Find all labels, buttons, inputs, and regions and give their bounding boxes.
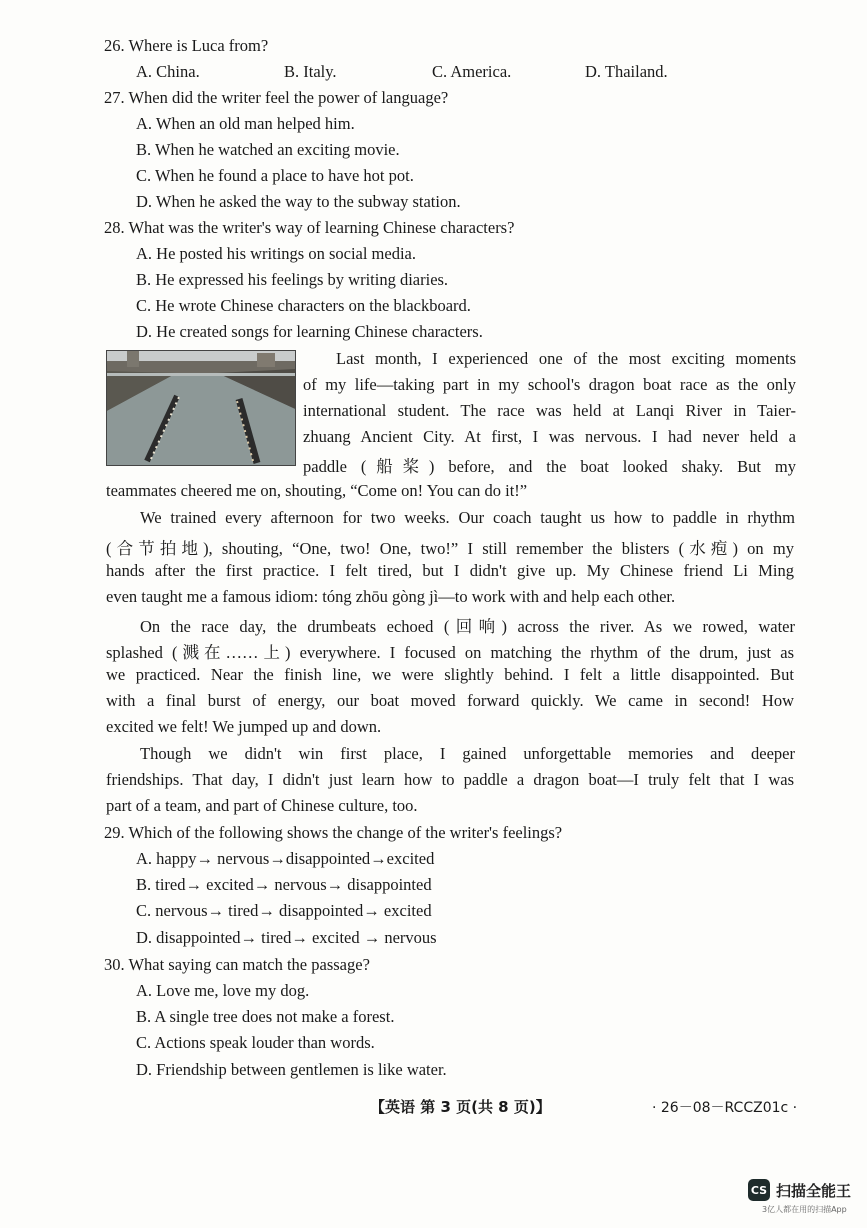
question-29-option-c: C. nervous→ tired→ disappointed→ excited <box>136 901 432 920</box>
passage-p3-line-4: with a final burst of energy, our boat moved forward quickly. We came in second! How <box>106 691 794 710</box>
question-30-option-c: C. Actions speak louder than words. <box>136 1033 375 1052</box>
page-number-label: 【英语 第 3 页(共 8 页)】 <box>370 1098 551 1116</box>
question-27-option-b: B. When he watched an exciting movie. <box>136 140 400 159</box>
passage-p4-line-2: friendships. That day, I didn't just learn how to paddle a dragon boat—I truly felt that I was <box>106 770 794 789</box>
question-30-option-d: D. Friendship between gentlemen is like water. <box>136 1060 447 1079</box>
question-28-option-b: B. He expressed his feelings by writing diaries. <box>136 270 449 289</box>
passage-p3-line-3: we practiced. Near the finish line, we were slightly behind. I felt a little disappointed. But <box>106 665 794 684</box>
passage-p2-line-3: hands after the first practice. I felt tired, but I didn't give up. My Chinese friend Li Ming <box>106 561 794 580</box>
question-28-option-c: C. He wrote Chinese characters on the blackboard. <box>136 296 471 315</box>
question-29-option-a: A. happy→ nervous→disappointed→excited <box>136 849 435 868</box>
passage-p1-line-5: paddle (船桨) before, and the boat looked shaky. But my <box>303 457 796 476</box>
question-27-option-d: D. When he asked the way to the subway station. <box>136 192 461 211</box>
scanner-watermark <box>748 1179 851 1201</box>
passage-p1-line-4: zhuang Ancient City. At first, I was nervous. I had never held a <box>303 427 796 446</box>
passage-p1-line-1: Last month, I experienced one of the most exciting moments <box>336 349 796 368</box>
passage-p3-line-1: On the race day, the drumbeats echoed (回响) across the river. As we rowed, water <box>140 617 795 636</box>
question-27-option-a: A. When an old man helped him. <box>136 114 355 133</box>
passage-p1-line-2: of my life—taking part in my school's dragon boat race as the only <box>303 375 796 394</box>
question-30-option-a: A. Love me, love my dog. <box>136 981 310 1000</box>
question-27-stem: 27. When did the writer feel the power of language? <box>104 88 449 107</box>
passage-p3-line-2: splashed (溅在……上) everywhere. I focused on matching the rhythm of the drum, just as <box>106 643 794 662</box>
passage-p1-line-3: international student. The race was held at Lanqi River in Taier- <box>303 401 796 420</box>
question-26-stem: 26. Where is Luca from? <box>104 36 269 55</box>
question-30-option-b: B. A single tree does not make a forest. <box>136 1007 395 1026</box>
question-27-option-c: C. When he found a place to have hot pot. <box>136 166 414 185</box>
passage-p2-line-2: (合节拍地), shouting, “One, two! One, two!” I still remember the blisters (水疱) on my <box>106 539 794 558</box>
passage-p4-line-3: part of a team, and part of Chinese culture, too. <box>106 796 418 815</box>
question-28-option-d: D. He created songs for learning Chinese characters. <box>136 322 483 341</box>
scanner-app-name: 扫描全能王 <box>776 1181 852 1200</box>
question-28-option-a: A. He posted his writings on social media. <box>136 244 417 263</box>
cs-logo-icon: CS <box>748 1179 770 1201</box>
scanner-tagline: 3亿人都在用的扫描App <box>762 1205 847 1214</box>
exam-code: · 26－08－RCCZ01c · <box>652 1100 798 1116</box>
passage-p2-line-1: We trained every afternoon for two weeks. Our coach taught us how to paddle in rhythm <box>140 508 795 527</box>
question-29-option-d: D. disappointed→ tired→ excited → nervous <box>136 928 437 947</box>
question-26-option-c: C. America. <box>432 62 512 81</box>
question-29-option-b: B. tired→ excited→ nervous→ disappointed <box>136 875 432 894</box>
question-26-option-b: B. Italy. <box>284 62 337 81</box>
passage-p1-line-6: teammates cheered me on, shouting, “Come on! You can do it!” <box>106 481 528 500</box>
question-30-stem: 30. What saying can match the passage? <box>104 955 370 974</box>
question-29-stem: 29. Which of the following shows the change of the writer's feelings? <box>104 823 563 842</box>
dragon-boat-photo <box>106 350 296 466</box>
passage-p4-line-1: Though we didn't win first place, I gained unforgettable memories and deeper <box>140 744 795 763</box>
question-26-option-a: A. China. <box>136 62 200 81</box>
question-28-stem: 28. What was the writer's way of learning Chinese characters? <box>104 218 515 237</box>
passage-p2-line-4: even taught me a famous idiom: tóng zhōu gòng jì—to work with and help each other. <box>106 587 676 606</box>
question-26-option-d: D. Thailand. <box>585 62 668 81</box>
passage-p3-line-5: excited we felt! We jumped up and down. <box>106 717 382 736</box>
